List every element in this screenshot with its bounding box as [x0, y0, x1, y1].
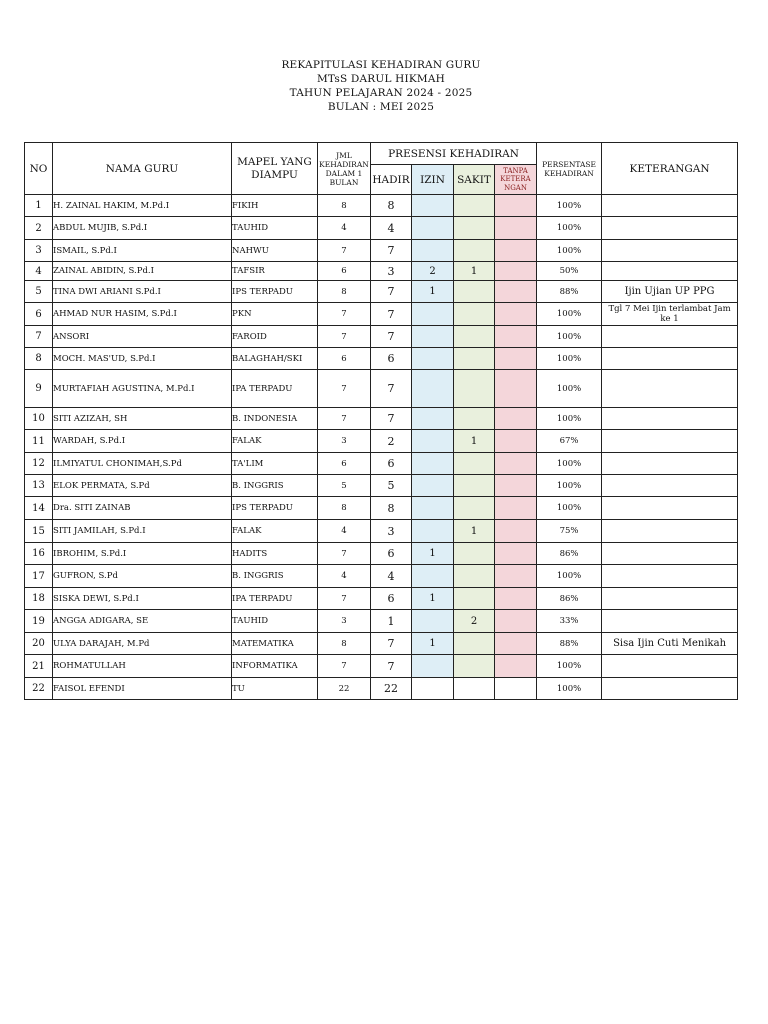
table-row — [25, 326, 738, 348]
permission-count — [412, 655, 454, 678]
school-name: MTsS DARUL HIKMAH — [316, 73, 446, 85]
table-row — [25, 678, 738, 700]
teacher-number: 22 — [25, 678, 53, 700]
present-count: 7 — [371, 281, 412, 303]
absent-without-notice-count — [495, 678, 537, 700]
teacher-name: ILMIYATUL CHONIMAH,S.Pd — [53, 453, 232, 475]
col-header-izin: IZIN — [412, 165, 454, 195]
teacher-name: FAISOL EFENDI — [53, 678, 232, 700]
absent-without-notice-count — [495, 303, 537, 326]
col-header-nama: NAMA GURU — [53, 143, 232, 195]
teacher-name: ULYA DARAJAH, M.Pd — [53, 633, 232, 655]
remarks: Sisa Ijin Cuti Menikah — [602, 633, 738, 655]
col-header-sakit: SAKIT — [454, 165, 495, 195]
remarks — [602, 610, 738, 633]
absent-without-notice-count — [495, 370, 537, 408]
subject-name: IPA TERPADU — [232, 588, 318, 610]
subject-name: TAUHID — [232, 217, 318, 240]
absent-without-notice-count — [495, 262, 537, 281]
table-row — [25, 195, 738, 217]
attendance-percentage: 100% — [537, 475, 602, 497]
subject-name: B. INDONESIA — [232, 408, 318, 430]
monthly-attendance-count: 8 — [318, 497, 371, 520]
permission-count: 2 — [412, 262, 454, 281]
monthly-attendance-count: 5 — [318, 475, 371, 497]
teacher-name: MOCH. MAS'UD, S.Pd.I — [53, 348, 232, 370]
sick-count — [454, 588, 495, 610]
present-count: 7 — [371, 326, 412, 348]
present-count: 5 — [371, 475, 412, 497]
monthly-attendance-count: 8 — [318, 195, 371, 217]
remarks — [602, 348, 738, 370]
attendance-percentage: 67% — [537, 430, 602, 453]
col-header-presensi: PRESENSI KEHADIRAN — [371, 143, 537, 165]
attendance-percentage: 33% — [537, 610, 602, 633]
permission-count — [412, 408, 454, 430]
permission-count: 1 — [412, 543, 454, 565]
present-count: 3 — [371, 262, 412, 281]
teacher-number: 12 — [25, 453, 53, 475]
permission-count — [412, 610, 454, 633]
table-row — [25, 281, 738, 303]
remarks: Ijin Ujian UP PPG — [602, 281, 738, 303]
table-row — [25, 655, 738, 678]
monthly-attendance-count: 6 — [318, 348, 371, 370]
subject-name: IPS TERPADU — [232, 497, 318, 520]
absent-without-notice-count — [495, 497, 537, 520]
teacher-number: 15 — [25, 520, 53, 543]
attendance-percentage: 100% — [537, 497, 602, 520]
teacher-name: AHMAD NUR HASIM, S.Pd.I — [53, 303, 232, 326]
present-count: 6 — [371, 453, 412, 475]
teacher-number: 11 — [25, 430, 53, 453]
sick-count — [454, 408, 495, 430]
table-row — [25, 430, 738, 453]
permission-count — [412, 520, 454, 543]
remarks — [602, 408, 738, 430]
col-header-persen: PERSENTASE KEHADIRAN — [537, 143, 602, 195]
attendance-percentage: 86% — [537, 543, 602, 565]
table-row — [25, 543, 738, 565]
table-row — [25, 217, 738, 240]
table-row — [25, 633, 738, 655]
permission-count — [412, 453, 454, 475]
teacher-number: 8 — [25, 348, 53, 370]
remarks — [602, 475, 738, 497]
absent-without-notice-count — [495, 588, 537, 610]
table-row — [25, 610, 738, 633]
monthly-attendance-count: 7 — [318, 655, 371, 678]
teacher-number: 21 — [25, 655, 53, 678]
attendance-percentage: 100% — [537, 217, 602, 240]
absent-without-notice-count — [495, 240, 537, 262]
sick-count — [454, 326, 495, 348]
attendance-percentage: 88% — [537, 633, 602, 655]
table-row — [25, 240, 738, 262]
teacher-number: 16 — [25, 543, 53, 565]
subject-name: FALAK — [232, 520, 318, 543]
sick-count — [454, 655, 495, 678]
monthly-attendance-count: 7 — [318, 240, 371, 262]
sick-count — [454, 195, 495, 217]
subject-name: MATEMATIKA — [232, 633, 318, 655]
absent-without-notice-count — [495, 543, 537, 565]
remarks — [602, 430, 738, 453]
present-count: 6 — [371, 543, 412, 565]
teacher-name: Dra. SITI ZAINAB — [53, 497, 232, 520]
table-row — [25, 520, 738, 543]
permission-count — [412, 565, 454, 588]
sick-count — [454, 348, 495, 370]
subject-name: B. INGGRIS — [232, 565, 318, 588]
absent-without-notice-count — [495, 217, 537, 240]
permission-count — [412, 348, 454, 370]
monthly-attendance-count: 6 — [318, 262, 371, 281]
teacher-name: IBROHIM, S.Pd.I — [53, 543, 232, 565]
attendance-percentage: 75% — [537, 520, 602, 543]
subject-name: BALAGHAH/SKI — [232, 348, 318, 370]
col-header-ket: KETERANGAN — [602, 143, 738, 195]
monthly-attendance-count: 3 — [318, 610, 371, 633]
attendance-table — [24, 142, 738, 700]
permission-count — [412, 195, 454, 217]
teacher-number: 4 — [25, 262, 53, 281]
permission-count: 1 — [412, 281, 454, 303]
permission-count — [412, 217, 454, 240]
attendance-percentage: 100% — [537, 453, 602, 475]
table-row — [25, 475, 738, 497]
remarks — [602, 262, 738, 281]
header-row-1 — [25, 143, 738, 165]
attendance-percentage: 86% — [537, 588, 602, 610]
subject-name: TAUHID — [232, 610, 318, 633]
present-count: 6 — [371, 348, 412, 370]
permission-count — [412, 475, 454, 497]
sick-count — [454, 678, 495, 700]
absent-without-notice-count — [495, 633, 537, 655]
table-row — [25, 453, 738, 475]
present-count: 7 — [371, 655, 412, 678]
absent-without-notice-count — [495, 195, 537, 217]
teacher-number: 1 — [25, 195, 53, 217]
teacher-number: 2 — [25, 217, 53, 240]
present-count: 2 — [371, 430, 412, 453]
permission-count: 1 — [412, 633, 454, 655]
sick-count — [454, 565, 495, 588]
sick-count — [454, 240, 495, 262]
table-row — [25, 408, 738, 430]
attendance-percentage: 50% — [537, 262, 602, 281]
teacher-number: 17 — [25, 565, 53, 588]
attendance-percentage: 100% — [537, 678, 602, 700]
teacher-name: WARDAH, S.Pd.I — [53, 430, 232, 453]
present-count: 6 — [371, 588, 412, 610]
monthly-attendance-count: 7 — [318, 303, 371, 326]
teacher-name: ELOK PERMATA, S.Pd — [53, 475, 232, 497]
teacher-name: ANGGA ADIGARA, SE — [53, 610, 232, 633]
remarks — [602, 520, 738, 543]
present-count: 8 — [371, 497, 412, 520]
permission-count — [412, 370, 454, 408]
sick-count — [454, 475, 495, 497]
monthly-attendance-count: 7 — [318, 326, 371, 348]
remarks — [602, 326, 738, 348]
attendance-percentage: 100% — [537, 240, 602, 262]
subject-name: HADITS — [232, 543, 318, 565]
present-count: 7 — [371, 240, 412, 262]
report-title: REKAPITULASI KEHADIRAN GURU — [281, 59, 481, 71]
present-count: 7 — [371, 408, 412, 430]
sick-count — [454, 453, 495, 475]
table-row — [25, 565, 738, 588]
present-count: 7 — [371, 370, 412, 408]
absent-without-notice-count — [495, 520, 537, 543]
teacher-number: 19 — [25, 610, 53, 633]
report-title-block — [0, 58, 762, 114]
sick-count — [454, 633, 495, 655]
col-header-no: NO — [25, 143, 53, 195]
remarks — [602, 655, 738, 678]
attendance-percentage: 100% — [537, 195, 602, 217]
teacher-name: GUFRON, S.Pd — [53, 565, 232, 588]
monthly-attendance-count: 7 — [318, 370, 371, 408]
teacher-name: ABDUL MUJIB, S.Pd.I — [53, 217, 232, 240]
monthly-attendance-count: 22 — [318, 678, 371, 700]
attendance-percentage: 100% — [537, 303, 602, 326]
table-row — [25, 348, 738, 370]
monthly-attendance-count: 8 — [318, 281, 371, 303]
teacher-number: 13 — [25, 475, 53, 497]
present-count: 3 — [371, 520, 412, 543]
teacher-name: H. ZAINAL HAKIM, M.Pd.I — [53, 195, 232, 217]
teacher-number: 18 — [25, 588, 53, 610]
teacher-name: MURTAFIAH AGUSTINA, M.Pd.I — [53, 370, 232, 408]
teacher-number: 9 — [25, 370, 53, 408]
permission-count — [412, 303, 454, 326]
monthly-attendance-count: 4 — [318, 520, 371, 543]
table-row — [25, 588, 738, 610]
present-count: 1 — [371, 610, 412, 633]
col-header-jml: JML KEHADIRAN DALAM 1 BULAN — [318, 143, 371, 195]
sick-count: 1 — [454, 520, 495, 543]
subject-name: TAFSIR — [232, 262, 318, 281]
attendance-table-body — [25, 195, 738, 700]
attendance-percentage: 100% — [537, 348, 602, 370]
subject-name: B. INGGRIS — [232, 475, 318, 497]
sick-count — [454, 543, 495, 565]
permission-count: 1 — [412, 588, 454, 610]
remarks — [602, 588, 738, 610]
present-count: 22 — [371, 678, 412, 700]
remarks — [602, 240, 738, 262]
monthly-attendance-count: 3 — [318, 430, 371, 453]
remarks — [602, 195, 738, 217]
sick-count: 1 — [454, 430, 495, 453]
teacher-number: 20 — [25, 633, 53, 655]
teacher-name: ANSORI — [53, 326, 232, 348]
present-count: 4 — [371, 565, 412, 588]
teacher-number: 3 — [25, 240, 53, 262]
attendance-percentage: 100% — [537, 326, 602, 348]
subject-name: FAROID — [232, 326, 318, 348]
academic-year: TAHUN PELAJARAN 2024 - 2025 — [289, 87, 473, 99]
table-row — [25, 262, 738, 281]
subject-name: IPA TERPADU — [232, 370, 318, 408]
subject-name: FALAK — [232, 430, 318, 453]
monthly-attendance-count: 4 — [318, 217, 371, 240]
absent-without-notice-count — [495, 348, 537, 370]
monthly-attendance-count: 7 — [318, 588, 371, 610]
absent-without-notice-count — [495, 453, 537, 475]
remarks — [602, 497, 738, 520]
absent-without-notice-count — [495, 565, 537, 588]
sick-count — [454, 497, 495, 520]
present-count: 4 — [371, 217, 412, 240]
permission-count — [412, 326, 454, 348]
col-header-mapel: MAPEL YANG DIAMPU — [232, 143, 318, 195]
teacher-number: 10 — [25, 408, 53, 430]
sick-count: 2 — [454, 610, 495, 633]
sick-count — [454, 217, 495, 240]
teacher-name: SITI AZIZAH, SH — [53, 408, 232, 430]
present-count: 7 — [371, 303, 412, 326]
teacher-number: 14 — [25, 497, 53, 520]
monthly-attendance-count: 8 — [318, 633, 371, 655]
permission-count — [412, 497, 454, 520]
teacher-number: 6 — [25, 303, 53, 326]
monthly-attendance-count: 4 — [318, 565, 371, 588]
remarks — [602, 565, 738, 588]
sick-count — [454, 370, 495, 408]
permission-count — [412, 430, 454, 453]
absent-without-notice-count — [495, 430, 537, 453]
teacher-number: 7 — [25, 326, 53, 348]
remarks — [602, 370, 738, 408]
remarks — [602, 453, 738, 475]
teacher-name: SISKA DEWI, S.Pd.I — [53, 588, 232, 610]
teacher-name: TINA DWI ARIANI S.Pd.I — [53, 281, 232, 303]
monthly-attendance-count: 6 — [318, 453, 371, 475]
table-row — [25, 497, 738, 520]
remarks — [602, 217, 738, 240]
sick-count: 1 — [454, 262, 495, 281]
col-header-tanpa-keterangan: TANPA KETERA NGAN — [495, 165, 537, 195]
attendance-percentage: 100% — [537, 565, 602, 588]
teacher-name: ISMAIL, S.Pd.I — [53, 240, 232, 262]
col-header-hadir: HADIR — [371, 165, 412, 195]
permission-count — [412, 240, 454, 262]
teacher-name: ZAINAL ABIDIN, S.Pd.I — [53, 262, 232, 281]
sick-count — [454, 303, 495, 326]
table-row — [25, 303, 738, 326]
absent-without-notice-count — [495, 281, 537, 303]
attendance-percentage: 88% — [537, 281, 602, 303]
subject-name: PKN — [232, 303, 318, 326]
monthly-attendance-count: 7 — [318, 408, 371, 430]
absent-without-notice-count — [495, 655, 537, 678]
report-month: BULAN : MEI 2025 — [327, 101, 435, 113]
teacher-number: 5 — [25, 281, 53, 303]
absent-without-notice-count — [495, 610, 537, 633]
subject-name: NAHWU — [232, 240, 318, 262]
remarks — [602, 678, 738, 700]
present-count: 7 — [371, 633, 412, 655]
absent-without-notice-count — [495, 326, 537, 348]
table-row — [25, 370, 738, 408]
subject-name: INFORMATIKA — [232, 655, 318, 678]
remarks: Tgl 7 Mei Ijin terlambat Jam ke 1 — [602, 303, 738, 326]
remarks — [602, 543, 738, 565]
attendance-percentage: 100% — [537, 370, 602, 408]
attendance-percentage: 100% — [537, 408, 602, 430]
absent-without-notice-count — [495, 408, 537, 430]
permission-count — [412, 678, 454, 700]
attendance-percentage: 100% — [537, 655, 602, 678]
monthly-attendance-count: 7 — [318, 543, 371, 565]
subject-name: FIKIH — [232, 195, 318, 217]
present-count: 8 — [371, 195, 412, 217]
sick-count — [454, 281, 495, 303]
subject-name: IPS TERPADU — [232, 281, 318, 303]
subject-name: TU — [232, 678, 318, 700]
teacher-name: ROHMATULLAH — [53, 655, 232, 678]
teacher-name: SITI JAMILAH, S.Pd.I — [53, 520, 232, 543]
absent-without-notice-count — [495, 475, 537, 497]
subject-name: TA'LIM — [232, 453, 318, 475]
